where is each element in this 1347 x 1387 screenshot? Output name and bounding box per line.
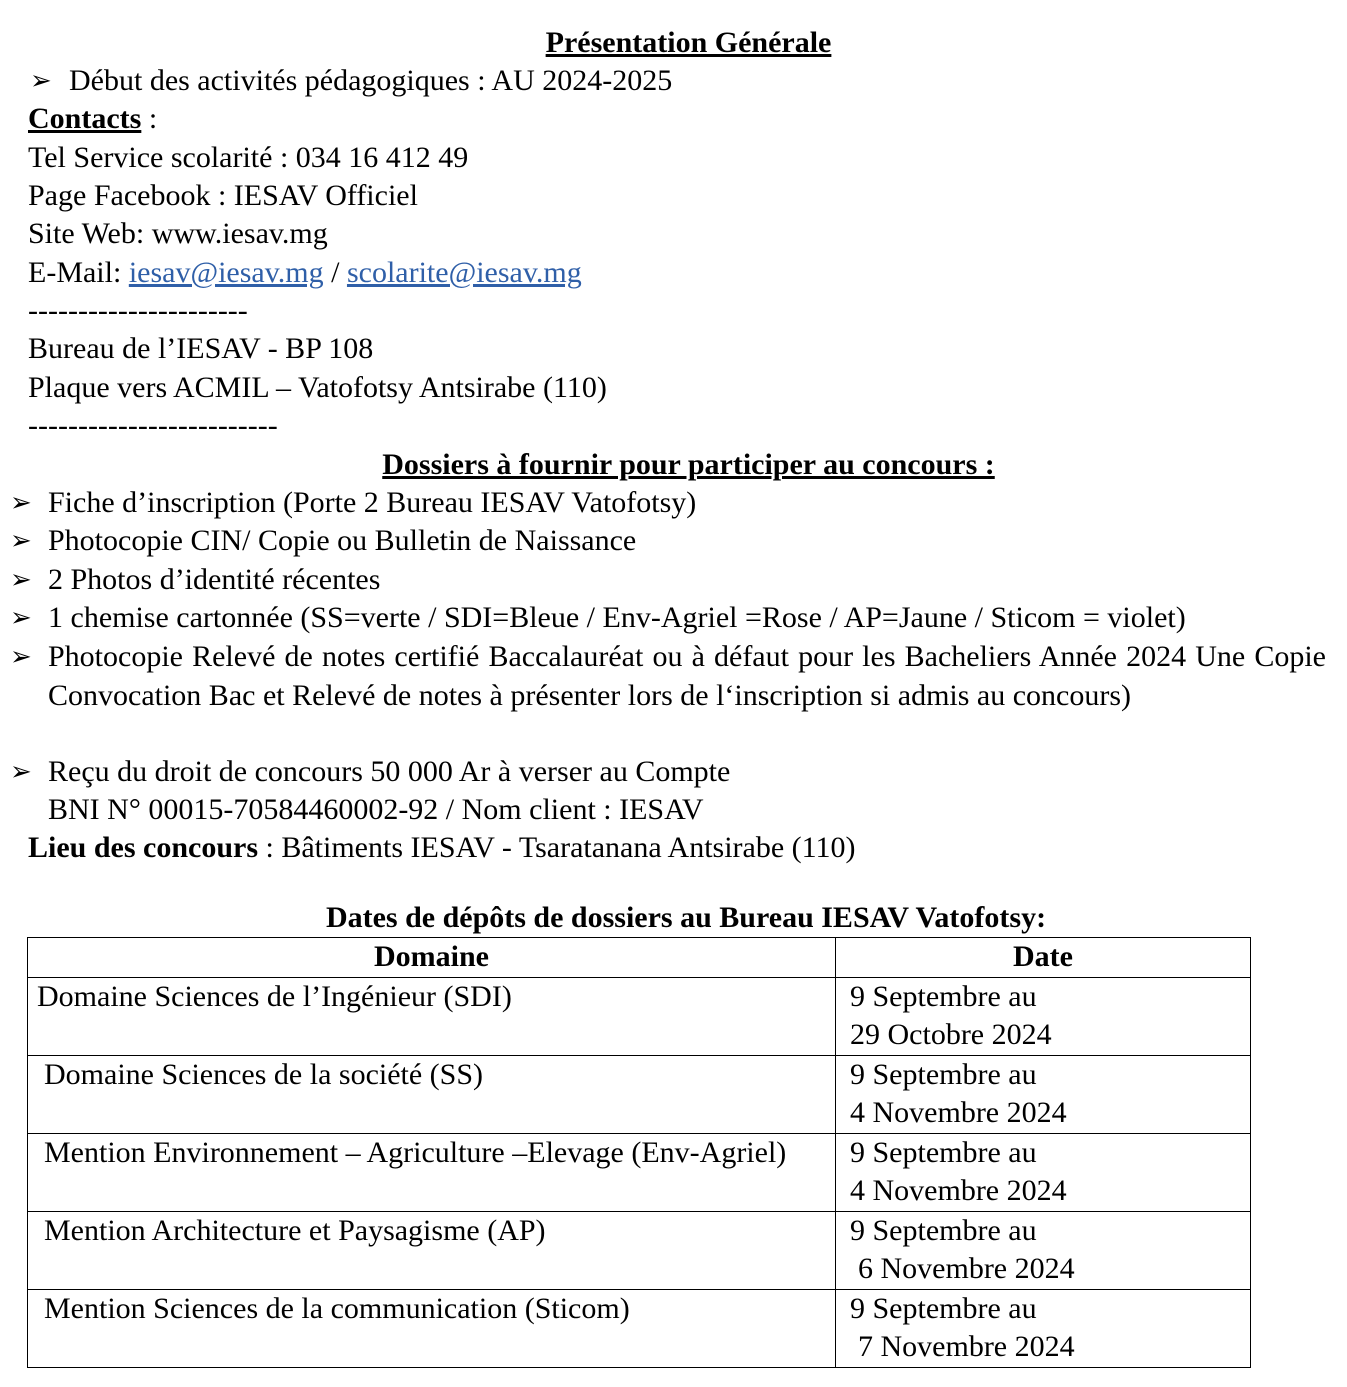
header-date: Date	[836, 938, 1251, 978]
table-row	[28, 978, 1251, 1056]
table-row	[28, 1212, 1251, 1290]
separator-dashes-1: ----------------------	[28, 294, 248, 327]
dossier-item: Fiche d’inscription (Porte 2 Bureau IESAV Vatofotsy)	[48, 486, 697, 519]
lieu-concours	[28, 829, 856, 867]
separator-dashes-2: -------------------------	[28, 409, 278, 442]
cell-domaine: Mention Architecture et Paysagisme (AP)	[28, 1212, 836, 1290]
bullet-arrow-icon: ➢	[10, 488, 32, 517]
dossier-item-baccalaureat: Photocopie Relevé de notes certifié Baccalauréat ou à défaut pour les Bacheliers Année 2024 Une Copie Convocation Bac et Relevé de notes à présenter lors de l‘inscription si admis au concours)	[48, 640, 1326, 712]
header-domaine: Domaine	[28, 938, 836, 978]
contacts-heading-label: Contacts	[28, 102, 142, 135]
contacts-heading	[28, 100, 157, 138]
email-separator: /	[323, 256, 347, 289]
cell-domaine: Domaine Sciences de la société (SS)	[28, 1056, 836, 1134]
bullet-arrow-icon: ➢	[10, 603, 32, 632]
table-row	[28, 1290, 1251, 1368]
dates-table	[27, 937, 1251, 1368]
date-end: 6 Novembre 2024	[858, 1252, 1075, 1285]
date-end: 29 Octobre 2024	[850, 1018, 1052, 1051]
cell-domaine: Mention Environnement – Agriculture –Elevage (Env-Agriel)	[28, 1134, 836, 1212]
bullet-arrow-icon: ➢	[30, 66, 52, 95]
dossier-item: 2 Photos d’identité récentes	[48, 563, 381, 596]
dossier-item: Reçu du droit de concours 50 000 Ar à verser au Compte	[48, 755, 731, 788]
date-start: 9 Septembre au	[850, 1136, 1037, 1169]
date-end: 4 Novembre 2024	[850, 1174, 1067, 1207]
bullet-arrow-icon: ➢	[10, 526, 32, 555]
table-header-row	[28, 938, 1251, 978]
cell-domaine: Mention Sciences de la communication (Sticom)	[28, 1290, 836, 1368]
presentation-title: Présentation Générale	[545, 26, 832, 59]
lieu-label: Lieu des concours	[28, 831, 259, 864]
cell-domaine: Domaine Sciences de l’Ingénieur (SDI)	[28, 978, 836, 1056]
dossier-item: Photocopie CIN/ Copie ou Bulletin de Naissance	[48, 524, 637, 557]
bullet-arrow-icon: ➢	[10, 757, 32, 786]
start-activities-text: Début des activités pédagogiques : AU 2024-2025	[69, 64, 673, 97]
dossier-item: 1 chemise cartonnée (SS=verte / SDI=Bleue / Env-Agriel =Rose / AP=Jaune / Sticom = violet)	[48, 601, 1186, 634]
lieu-value: : Bâtiments IESAV - Tsaratanana Antsirabe (110)	[258, 831, 856, 864]
cell-date	[836, 978, 1251, 1056]
table-row	[28, 1056, 1251, 1134]
cell-date	[836, 1290, 1251, 1368]
dates-table-title: Dates de dépôts de dossiers au Bureau IESAV Vatofotsy:	[325, 901, 1047, 934]
date-start: 9 Septembre au	[850, 1058, 1037, 1091]
contacts-heading-colon: :	[141, 102, 158, 135]
date-start: 9 Septembre au	[850, 980, 1037, 1013]
cell-date	[836, 1212, 1251, 1290]
email-label: E-Mail:	[28, 256, 129, 289]
date-start: 9 Septembre au	[850, 1214, 1037, 1247]
cell-date	[836, 1056, 1251, 1134]
contact-email	[28, 254, 582, 292]
bullet-arrow-icon: ➢	[10, 642, 32, 671]
contact-facebook: Page Facebook : IESAV Officiel	[28, 179, 418, 212]
office-location: Plaque vers ACMIL – Vatofotsy Antsirabe (110)	[28, 371, 607, 404]
contact-website: Site Web: www.iesav.mg	[28, 217, 328, 250]
bank-account-line: BNI N° 00015-70584460002-92 / Nom client : IESAV	[48, 793, 704, 826]
date-end: 4 Novembre 2024	[850, 1096, 1067, 1129]
date-end: 7 Novembre 2024	[858, 1330, 1075, 1363]
dossiers-title: Dossiers à fournir pour participer au concours :	[382, 448, 995, 481]
cell-date	[836, 1134, 1251, 1212]
email-link-scolarite[interactable]: scolarite@iesav.mg	[346, 256, 582, 289]
bullet-arrow-icon: ➢	[10, 565, 32, 594]
email-link-iesav[interactable]: iesav@iesav.mg	[128, 256, 324, 289]
date-start: 9 Septembre au	[850, 1292, 1037, 1325]
table-row	[28, 1134, 1251, 1212]
office-address: Bureau de l’IESAV - BP 108	[28, 332, 374, 365]
contact-tel: Tel Service scolarité : 034 16 412 49	[28, 141, 469, 174]
